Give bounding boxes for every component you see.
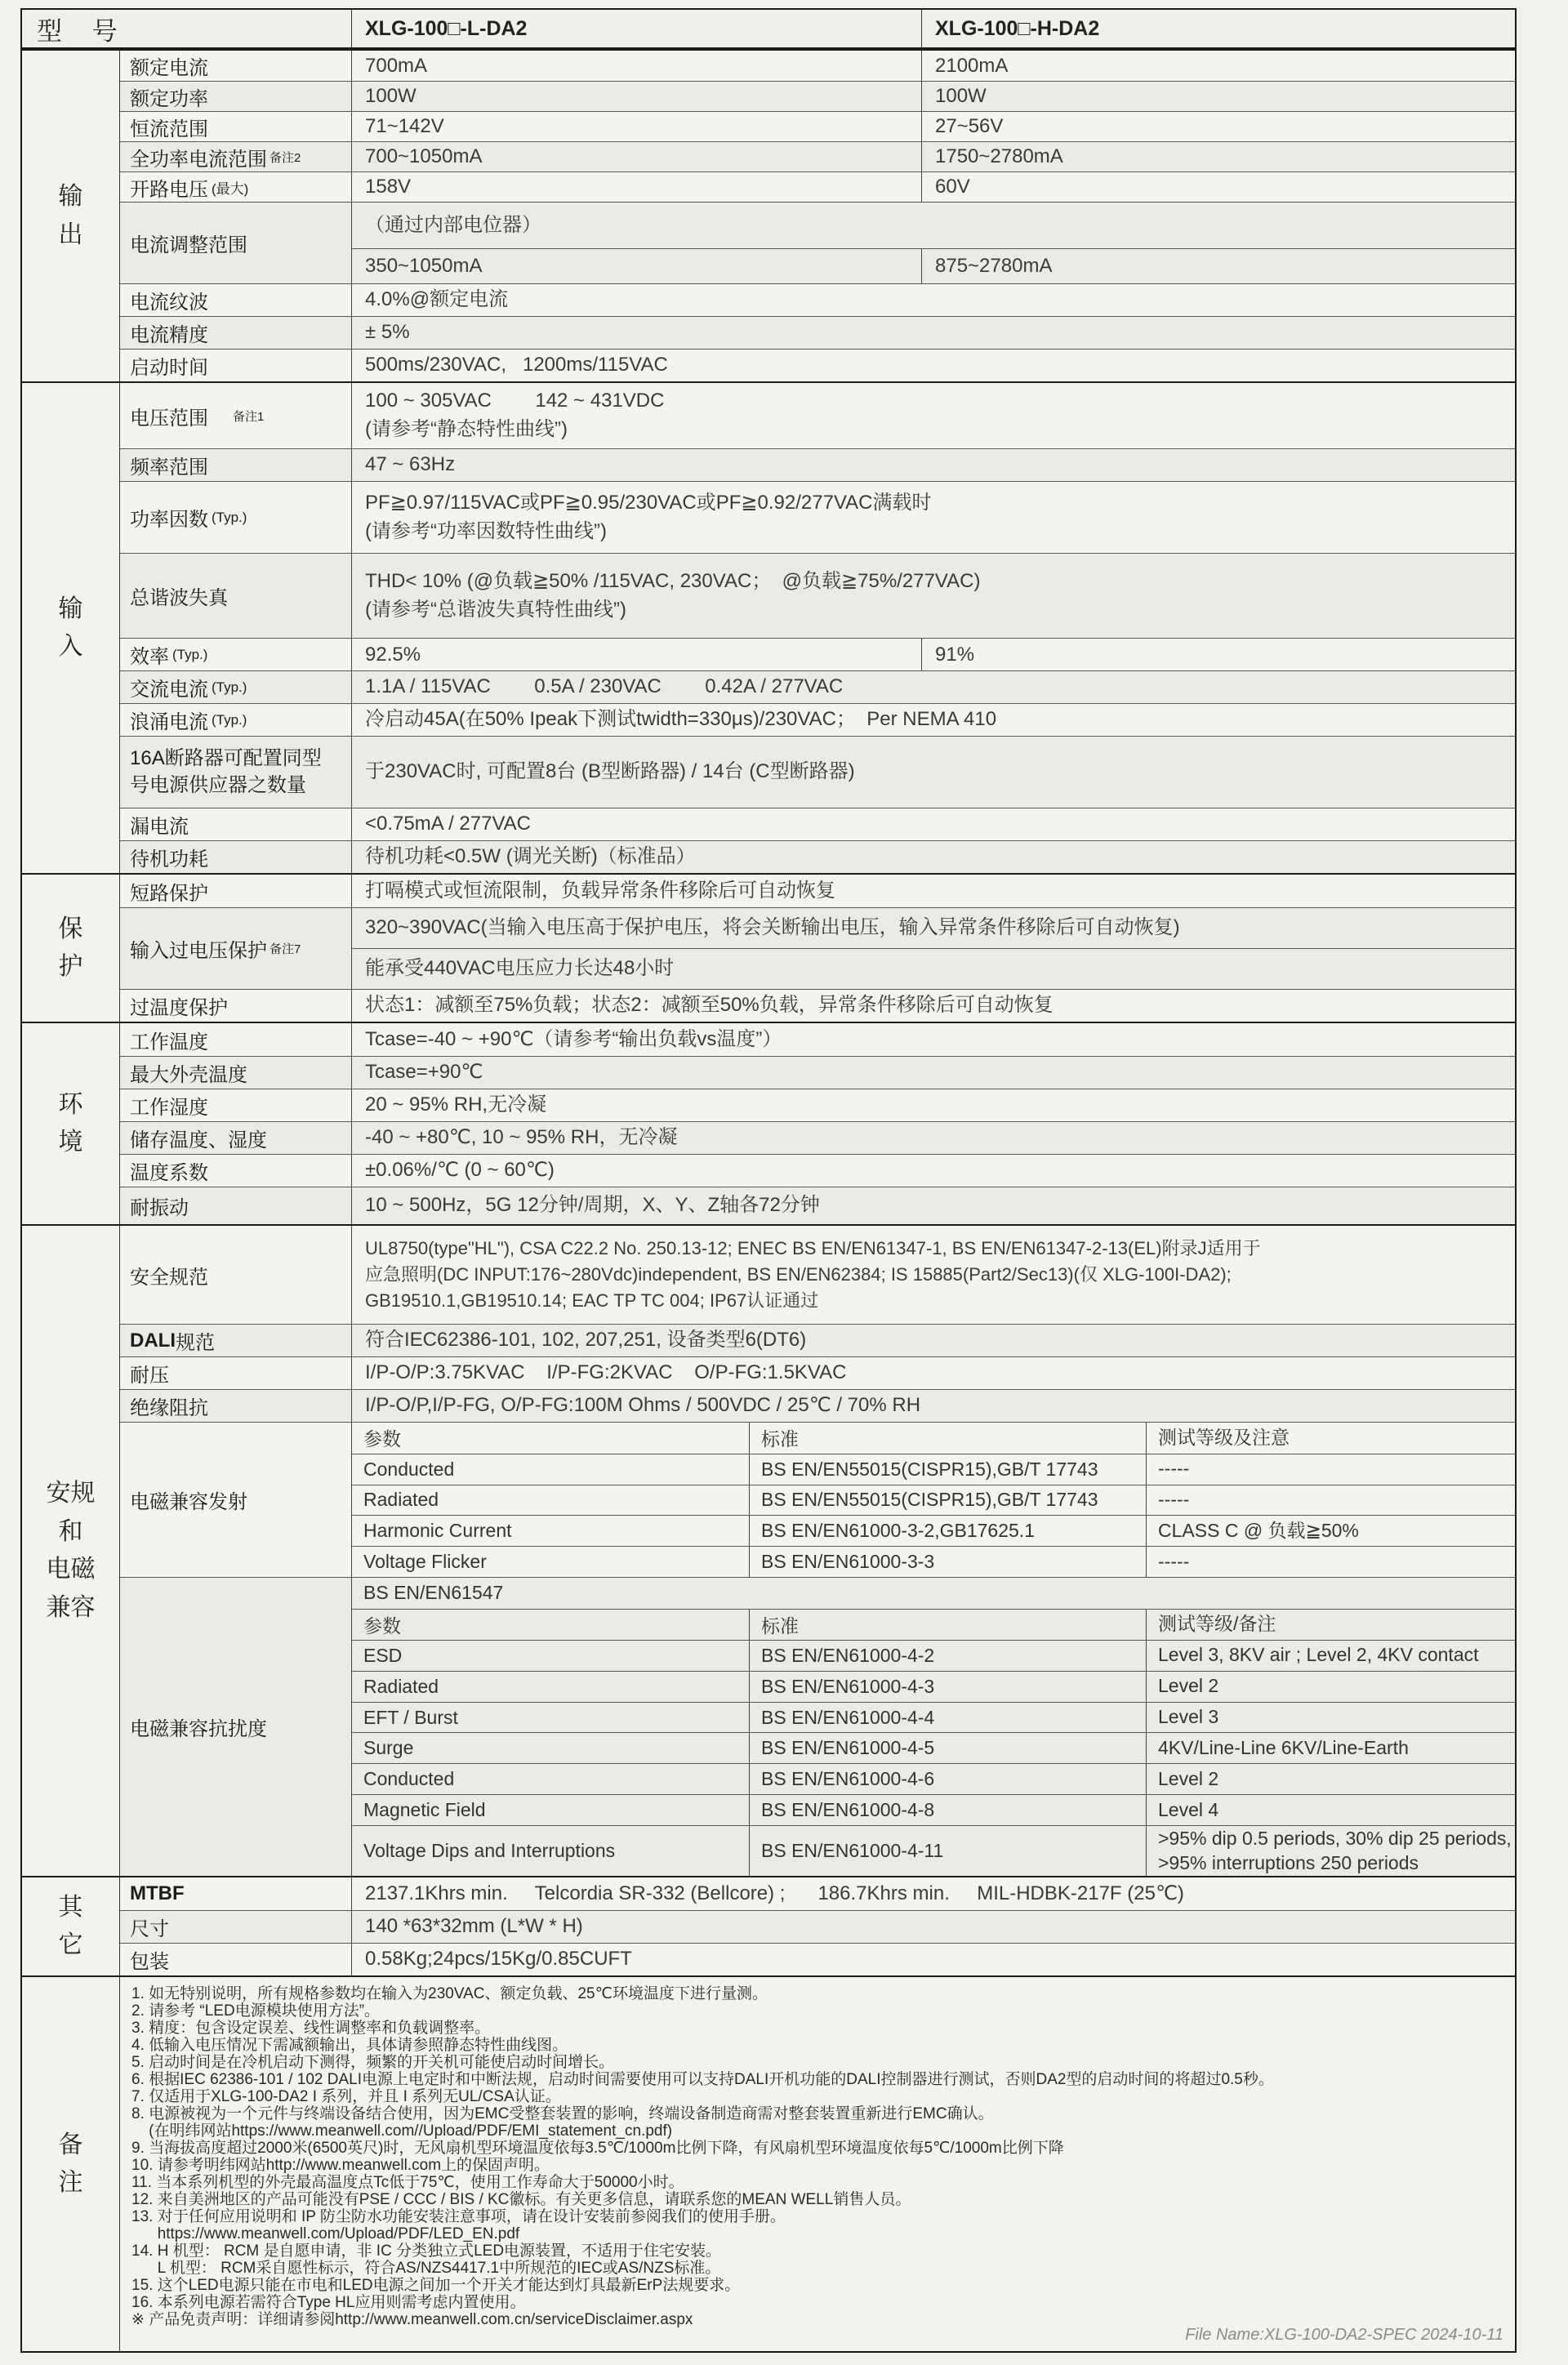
row-current-accuracy: 电流精度 ± 5% (120, 316, 1515, 349)
row-working-humidity: 工作湿度 20 ~ 95% RH,无冷凝 (120, 1089, 1515, 1121)
category-output: 输 出 (22, 51, 120, 381)
row-dimension: 尺寸 140 *63*32mm (L*W * H) (120, 1910, 1515, 1943)
section-protection (22, 873, 1515, 1022)
row-standby-power: 待机功耗 待机功耗<0.5W (调光关断)（标准品） (120, 840, 1515, 873)
note-line: 11. 当本系列机型的外壳最高温度点Tc低于75℃，使用工作寿命大于50000小时。 (131, 2174, 684, 2191)
row-ac-current: 交流电流 (Typ.) 1.1A / 115VAC 0.5A / 230VAC 0.42A / 277VAC (120, 670, 1515, 703)
note-line: 2. 请参考 “LED电源模块使用方法”。 (131, 2002, 381, 2020)
row-breaker-quantity: 16A断路器可配置同型 号电源供应器之数量 于230VAC时, 可配置8台 (B型断路器) / 14台 (C型断路器) (120, 736, 1515, 808)
immunity-row: EFT / Burst BS EN/EN61000-4-4 Level 3 (352, 1702, 1515, 1733)
note-line: (在明纬网站https://www.meanwell.com//Upload/PDF/EMI_statement_cn.pdf) (131, 2122, 673, 2140)
row-leakage-current: 漏电流 <0.75mA / 277VAC (120, 808, 1515, 840)
row-current-ripple: 电流纹波 4.0%@额定电流 (120, 283, 1515, 316)
file-name-label: File Name:XLG-100-DA2-SPEC 2024-10-11 (1185, 2326, 1503, 2344)
row-open-circuit-voltage: 开路电压 (最大) 158V 60V (120, 171, 1515, 202)
category-notes: 备 注 (22, 1977, 120, 2351)
note-line: L 机型： RCM采自愿性标示，符合AS/NZS4417.1中所规范的IEC或AS/NZS标准。 (131, 2260, 721, 2277)
row-emc-emission: 电磁兼容发射 参数 标准 测试等级及注意 Conducted BS EN/EN55015(CISPR15),GB/T 17743 ----- Radiated BS EN/EN55015(CISPR15),GB/T 17743 ----- Harmonic Current BS EN/EN61000-3-2,GB17625.1 CLASS C @ 负载≧50% Voltage Flicker BS EN/EN61000-3-3 ----- (120, 1422, 1515, 1577)
note-line: 15. 这个LED电源只能在市电和LED电源之间加一个开关才能达到灯具最新ErP法规要求。 (131, 2277, 741, 2294)
emission-row: Voltage Flicker BS EN/EN61000-3-3 ----- (352, 1546, 1515, 1577)
category-others: 其 它 (22, 1877, 120, 1975)
row-safety-standards: 安全规范 UL8750(type"HL"), CSA C22.2 No. 250.13-12; ENEC BS EN/EN61347-1, BS EN/EN61347-2-13(EL)附录J适用于 应急照明(DC INPUT:176~280Vdc)independent, BS EN/EN62384; IS 15885(Part2/Sec13)(仅 XLG-100I-DA2); GB19510.1,GB19510.14; EAC TP TC 004; IP67认证通过 (120, 1226, 1515, 1324)
section-safety-emc (22, 1224, 1515, 1876)
row-setup-time: 启动时间 500ms/230VAC, 1200ms/115VAC (120, 349, 1515, 381)
category-environment: 环 境 (22, 1023, 120, 1224)
row-full-power-range: 全功率电流范围 备注2 700~1050mA 1750~2780mA (120, 141, 1515, 171)
category-protection: 保 护 (22, 875, 120, 1022)
note-line: 5. 启动时间是在冷机启动下测得，频繁的开关机可能使启动时间增长。 (131, 2054, 615, 2071)
immunity-row: Radiated BS EN/EN61000-4-3 Level 2 (352, 1671, 1515, 1702)
immunity-row: Voltage Dips and Interruptions BS EN/EN61000-4-11 >95% dip 0.5 periods, 30% dip 25 periods, >95% interruptions 250 periods (352, 1825, 1515, 1876)
note-line: 4. 低输入电压情况下需减额输出，具体请参照静态特性曲线图。 (131, 2037, 568, 2054)
row-voltage-range: 电压范围 备注1 100 ~ 305VAC 142 ~ 431VDC (请参考“静态特性曲线”) (120, 383, 1515, 448)
category-input: 输 入 (22, 383, 120, 873)
note-disclaimer: ※ 产品免责声明：详细请参阅http://www.meanwell.com.cn/serviceDisclaimer.aspx (131, 2311, 693, 2328)
notes-body (120, 1977, 1515, 2351)
category-safety-emc: 安规 和 电磁 兼容 (22, 1226, 120, 1876)
row-max-case-temp: 最大外壳温度 Tcase=+90℃ (120, 1056, 1515, 1089)
immunity-row: ESD BS EN/EN61000-4-2 Level 3, 8KV air ; Level 2, 4KV contact (352, 1640, 1515, 1671)
note-line: 10. 请参考明纬网站http://www.meanwell.com上的保固声明。 (131, 2157, 550, 2174)
row-mtbf: MTBF 2137.1Khrs min. Telcordia SR-332 (Bellcore) ; 186.7Khrs min. MIL-HDBK-217F (25℃) (120, 1877, 1515, 1910)
emc-emission-table (352, 1423, 1515, 1577)
emission-row: Harmonic Current BS EN/EN61000-3-2,GB17625.1 CLASS C @ 负载≧50% (352, 1515, 1515, 1546)
note-line: 3. 精度：包含设定误差、线性调整率和负载调整率。 (131, 2020, 491, 2037)
emission-row: Conducted BS EN/EN55015(CISPR15),GB/T 17743 ----- (352, 1454, 1515, 1485)
model-header-label: 型 号 (22, 10, 352, 47)
note-line: 8. 电源被视为一个元件与终端设备结合使用，因为EMC受整套装置的影响，终端设备制造商需对整套装置重新进行EMC确认。 (131, 2105, 994, 2122)
row-efficiency: 效率 (Typ.) 92.5% 91% (120, 638, 1515, 670)
row-power-factor: 功率因数 (Typ.) PF≧0.97/115VAC或PF≧0.95/230VAC或PF≧0.92/277VAC满载时 (请参考“功率因数特性曲线”) (120, 481, 1515, 553)
row-frequency-range: 频率范围 47 ~ 63Hz (120, 448, 1515, 481)
note-line: 6. 根据IEC 62386-101 / 102 DALI电源上电定时和中断法规，启动时间需要使用可以支持DALI开机功能的DALI控制器进行测试，否则DA2型的启动时间的将超过0.5秒。 (131, 2071, 1274, 2088)
row-isolation-resistance: 绝缘阻抗 I/P-O/P,I/P-FG, O/P-FG:100M Ohms / 500VDC / 25℃ / 70% RH (120, 1389, 1515, 1422)
row-over-temperature: 过温度保护 状态1：减额至75%负载；状态2：减额至50%负载，异常条件移除后可自动恢复 (120, 989, 1515, 1022)
row-dali-standard: DALI 规范 符合IEC62386-101, 102, 207,251, 设备类型6(DT6) (120, 1324, 1515, 1356)
emission-header-row: 参数 标准 测试等级及注意 (352, 1423, 1515, 1454)
row-rated-power: 额定功率 100W 100W (120, 81, 1515, 111)
row-current-adjust-range: 电流调整范围 （通过内部电位器） 350~1050mA 875~2780mA (120, 202, 1515, 283)
section-output (22, 49, 1515, 381)
note-line: 13. 对于任何应用说明和 IP 防尘防水功能安装注意事项，请在设计安装前参阅我们的使用手册。 (131, 2208, 786, 2225)
row-storage-temp-humidity: 储存温度、湿度 -40 ~ +80℃, 10 ~ 95% RH，无冷凝 (120, 1121, 1515, 1154)
note-line: 1. 如无特别说明，所有规格参数均在输入为230VAC、额定负载、25℃环境温度下进行量测。 (131, 1985, 768, 2002)
section-environment (22, 1022, 1515, 1224)
model-name-l: XLG-100□-L-DA2 (352, 10, 922, 47)
row-input-ovp: 输入过电压保护 备注7 320~390VAC(当输入电压高于保护电压，将会关断输出电压，输入异常条件移除后可自动恢复) 能承受440VAC电压应力长达48小时 (120, 907, 1515, 989)
row-temp-coefficient: 温度系数 ±0.06%/℃ (0 ~ 60℃) (120, 1154, 1515, 1187)
immunity-row: Magnetic Field BS EN/EN61000-4-8 Level 4 (352, 1794, 1515, 1825)
note-line: https://www.meanwell.com/Upload/PDF/LED_EN.pdf (131, 2225, 520, 2243)
note-line: 14. H 机型： RCM 是自愿申请，非 IC 分类独立式LED电源装置，不适用于住宅安装。 (131, 2243, 722, 2260)
model-name-h: XLG-100□-H-DA2 (935, 16, 1100, 40)
row-working-temp: 工作温度 Tcase=-40 ~ +90℃（请参考“输出负载vs温度”） (120, 1023, 1515, 1056)
row-rated-current: 额定电流 700mA 2100mA (120, 51, 1515, 81)
note-line: 7. 仅适用于XLG-100-DA2 I 系列，并且 I 系列无UL/CSA认证。 (131, 2088, 561, 2105)
row-emc-immunity: 电磁兼容抗扰度 BS EN/EN61547 参数 标准 测试等级/备注 ESD BS EN/EN61000-4-2 Level 3, 8KV air ; Level 2, 4KV contact Radiated BS EN/EN61000-4-3 Level 2 EFT / Burst BS EN/EN61000-4-4 Level 3 Surge BS EN/EN61000-4-5 4KV/Line-Line 6KV/Line-Earth Conducted BS EN/EN61000-4-6 Level 2 Magnetic Field BS EN/EN61000-4-8 Level 4 Voltage Dips and Interruptions BS EN/EN61000-4-11 >95% dip 0.5 periods, 30% dip 25 periods, >95% interruptions 250 periods (120, 1577, 1515, 1876)
immunity-row: Conducted BS EN/EN61000-4-6 Level 2 (352, 1763, 1515, 1794)
row-inrush-current: 浪涌电流 (Typ.) 冷启动45A(在50% Ipeak下测试twidth=330μs)/230VAC； Per NEMA 410 (120, 703, 1515, 736)
row-cv-range: 恒流范围 71~142V 27~56V (120, 111, 1515, 141)
note-line: 16. 本系列电源若需符合Type HL应用则需考虑内置使用。 (131, 2294, 526, 2311)
immunity-standard-row: BS EN/EN61547 (363, 1582, 504, 1604)
spec-table (20, 8, 1517, 2353)
immunity-row: Surge BS EN/EN61000-4-5 4KV/Line-Line 6KV/Line-Earth (352, 1732, 1515, 1763)
note-line: 12. 来自美洲地区的产品可能没有PSE / CCC / BIS / KC徽标。有关更多信息，请联系您的MEAN WELL销售人员。 (131, 2191, 911, 2208)
immunity-header-row: 参数 标准 测试等级/备注 (352, 1609, 1515, 1640)
section-others (22, 1876, 1515, 1975)
row-vibration: 耐振动 10 ~ 500Hz，5G 12分钟/周期，X、Y、Z轴各72分钟 (120, 1187, 1515, 1224)
model-header-row (22, 10, 1515, 49)
section-input (22, 381, 1515, 873)
row-packing: 包装 0.58Kg;24pcs/15Kg/0.85CUFT (120, 1943, 1515, 1975)
emc-immunity-table (352, 1578, 1515, 1876)
row-thd: 总谐波失真 THD< 10% (@负载≧50% /115VAC, 230VAC； @负载≧75%/277VAC) (请参考“总谐波失真特性曲线”) (120, 553, 1515, 638)
note-line: 9. 当海拔高度超过2000米(6500英尺)时，无风扇机型环境温度依每3.5℃/1000m比例下降，有风扇机型环境温度依每5℃/1000m比例下降 (131, 2140, 1064, 2157)
emission-row: Radiated BS EN/EN55015(CISPR15),GB/T 17743 ----- (352, 1485, 1515, 1516)
section-notes (22, 1975, 1515, 2351)
row-withstand-voltage: 耐压 I/P-O/P:3.75KVAC I/P-FG:2KVAC O/P-FG:1.5KVAC (120, 1356, 1515, 1389)
row-short-circuit: 短路保护 打嗝模式或恒流限制，负载异常条件移除后可自动恢复 (120, 875, 1515, 907)
